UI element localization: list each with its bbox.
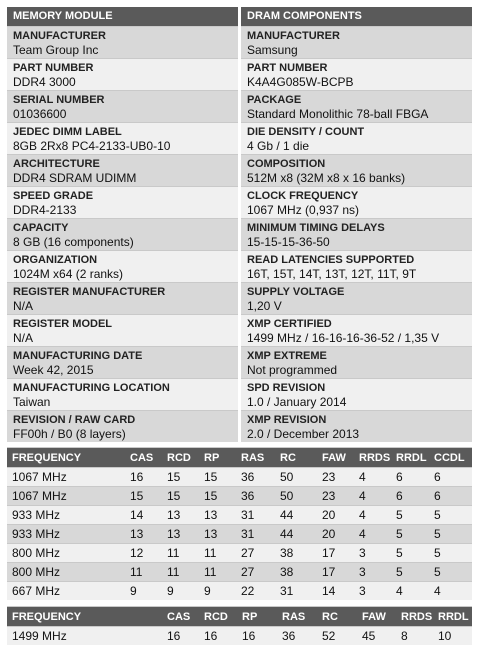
table-cell: 10 <box>433 627 472 646</box>
field-label: MANUFACTURER <box>247 30 340 42</box>
table-row <box>7 487 472 506</box>
field-value: DDR4 SDRAM UDIMM <box>13 171 137 185</box>
field-value: 2.0 / December 2013 <box>247 427 360 441</box>
table-cell: 16 <box>199 627 237 646</box>
field-label: COMPOSITION <box>247 158 326 170</box>
field-label: MANUFACTURING DATE <box>13 350 143 362</box>
table-cell: 17 <box>317 544 354 563</box>
table-row <box>7 563 472 582</box>
field-value: 4 Gb / 1 die <box>247 139 310 153</box>
table-cell: 4 <box>391 582 429 601</box>
table-cell: 16 <box>162 627 199 646</box>
spd-report <box>7 7 472 645</box>
field-value: 01036600 <box>13 107 67 121</box>
table-cell: 800 MHz <box>7 544 125 563</box>
table-cell: 44 <box>275 525 317 544</box>
table-cell: 1499 MHz <box>7 627 162 646</box>
table-cell: 14 <box>317 582 354 601</box>
field-value: 15-15-15-36-50 <box>247 235 330 249</box>
column-header-frequency: FREQUENCY <box>7 607 162 627</box>
field-value: 8 GB (16 components) <box>13 235 134 249</box>
column-header-faw: FAW <box>317 448 354 468</box>
column-header-rrdl: RRDL <box>433 607 472 627</box>
dram-xmp-revision-field <box>241 410 472 442</box>
field-label: SUPPLY VOLTAGE <box>247 286 345 298</box>
dram-supply-voltage-field <box>241 282 472 314</box>
jedec-timing-table <box>7 447 472 600</box>
table-cell: 22 <box>236 582 275 601</box>
table-cell: 1067 MHz <box>7 487 125 506</box>
module-manufacturer-field <box>7 26 238 58</box>
field-value: 1.0 / January 2014 <box>247 395 347 409</box>
table-cell: 4 <box>354 487 391 506</box>
table-cell: 15 <box>199 487 236 506</box>
field-value: DDR4-2133 <box>13 203 77 217</box>
table-cell: 38 <box>275 544 317 563</box>
field-label: REGISTER MODEL <box>13 318 113 330</box>
table-cell: 11 <box>162 544 199 563</box>
column-header-ras: RAS <box>277 607 317 627</box>
table-cell: 9 <box>125 582 162 601</box>
column-header-rp: RP <box>237 607 277 627</box>
column-header-rrdl: RRDL <box>391 448 429 468</box>
column-header-rcd: RCD <box>162 448 199 468</box>
table-cell: 6 <box>391 487 429 506</box>
column-header-rcd: RCD <box>199 607 237 627</box>
table-cell: 4 <box>429 582 472 601</box>
field-label: PART NUMBER <box>13 62 94 74</box>
table-cell: 23 <box>317 487 354 506</box>
table-cell: 45 <box>357 627 396 646</box>
field-value: 1024M x64 (2 ranks) <box>13 267 124 281</box>
table-cell: 15 <box>199 468 236 487</box>
table-cell: 5 <box>391 506 429 525</box>
table-row <box>7 525 472 544</box>
table-cell: 17 <box>317 563 354 582</box>
table-cell: 667 MHz <box>7 582 125 601</box>
table-cell: 9 <box>162 582 199 601</box>
table-cell: 6 <box>391 468 429 487</box>
table-cell: 3 <box>354 563 391 582</box>
table-cell: 5 <box>429 525 472 544</box>
field-label: JEDEC DIMM LABEL <box>13 126 122 138</box>
field-value: Not programmed <box>247 363 338 377</box>
column-header-faw: FAW <box>357 607 396 627</box>
dram-manufacturer-field <box>241 26 472 58</box>
memory-module-column <box>7 7 238 442</box>
column-header-cas: CAS <box>125 448 162 468</box>
table-cell: 5 <box>391 563 429 582</box>
field-label: CLOCK FREQUENCY <box>247 190 359 202</box>
table-cell: 15 <box>162 468 199 487</box>
table-cell: 5 <box>429 506 472 525</box>
module-manufacturing-location-field <box>7 378 238 410</box>
field-label: MANUFACTURING LOCATION <box>13 382 170 394</box>
module-architecture-field <box>7 154 238 186</box>
dram-clock-frequency-field <box>241 186 472 218</box>
table-cell: 4 <box>354 525 391 544</box>
module-jedec-dimm-label-field <box>7 122 238 154</box>
field-value: DDR4 3000 <box>13 75 76 89</box>
table-row <box>7 544 472 563</box>
field-label: DIE DENSITY / COUNT <box>247 126 365 138</box>
column-header-cas: CAS <box>162 607 199 627</box>
table-row <box>7 627 472 646</box>
memory-module-heading: MEMORY MODULE <box>7 7 238 26</box>
module-capacity-field <box>7 218 238 250</box>
table-cell: 50 <box>275 468 317 487</box>
module-register-manufacturer-field <box>7 282 238 314</box>
module-serial-number-field <box>7 90 238 122</box>
dram-components-column <box>241 7 472 442</box>
field-label: ARCHITECTURE <box>13 158 100 170</box>
table-cell: 14 <box>125 506 162 525</box>
field-label: XMP CERTIFIED <box>247 318 332 330</box>
table-cell: 50 <box>275 487 317 506</box>
table-cell: 20 <box>317 525 354 544</box>
table-cell: 13 <box>162 525 199 544</box>
table-cell: 38 <box>275 563 317 582</box>
table-cell: 44 <box>275 506 317 525</box>
field-label: XMP REVISION <box>247 414 327 426</box>
dram-spd-revision-field <box>241 378 472 410</box>
table-cell: 15 <box>162 487 199 506</box>
field-value: Standard Monolithic 78-ball FBGA <box>247 107 429 121</box>
field-value: 1067 MHz (0,937 ns) <box>247 203 360 217</box>
dram-components-heading: DRAM COMPONENTS <box>241 7 472 26</box>
column-header-rc: RC <box>275 448 317 468</box>
table-cell: 20 <box>317 506 354 525</box>
field-value: FF00h / B0 (8 layers) <box>13 427 126 441</box>
table-cell: 23 <box>317 468 354 487</box>
table-cell: 3 <box>354 544 391 563</box>
table-cell: 6 <box>429 487 472 506</box>
module-part-number-field <box>7 58 238 90</box>
field-label: ORGANIZATION <box>13 254 98 266</box>
field-label: CAPACITY <box>13 222 69 234</box>
module-manufacturing-date-field <box>7 346 238 378</box>
field-label: XMP EXTREME <box>247 350 327 362</box>
table-cell: 11 <box>162 563 199 582</box>
field-label: SPEED GRADE <box>13 190 94 202</box>
field-value: 1,20 V <box>247 299 282 313</box>
dram-xmp-extreme-field <box>241 346 472 378</box>
column-header-ccdl: CCDL <box>429 448 472 468</box>
field-label: PART NUMBER <box>247 62 328 74</box>
table-cell: 11 <box>125 563 162 582</box>
table-cell: 5 <box>429 563 472 582</box>
table-cell: 36 <box>236 468 275 487</box>
module-revision-raw-card-field <box>7 410 238 442</box>
field-value: 512M x8 (32M x8 x 16 banks) <box>247 171 406 185</box>
table-cell: 13 <box>199 525 236 544</box>
table-cell: 800 MHz <box>7 563 125 582</box>
table-cell: 31 <box>275 582 317 601</box>
field-label: MINIMUM TIMING DELAYS <box>247 222 385 234</box>
field-label: REGISTER MANUFACTURER <box>13 286 166 298</box>
table-cell: 13 <box>162 506 199 525</box>
table-cell: 52 <box>317 627 357 646</box>
table-cell: 933 MHz <box>7 506 125 525</box>
table-cell: 5 <box>391 525 429 544</box>
column-header-ras: RAS <box>236 448 275 468</box>
table-cell: 36 <box>277 627 317 646</box>
table-cell: 4 <box>354 468 391 487</box>
table-cell: 8 <box>396 627 433 646</box>
dram-read-latencies-supported-field <box>241 250 472 282</box>
field-value: Week 42, 2015 <box>13 363 94 377</box>
field-value: K4A4G085W-BCPB <box>247 75 354 89</box>
field-label: SERIAL NUMBER <box>13 94 105 106</box>
table-cell: 11 <box>199 544 236 563</box>
dram-composition-field <box>241 154 472 186</box>
column-header-rrds: RRDS <box>396 607 433 627</box>
field-value: Taiwan <box>13 395 51 409</box>
dram-die-density-count-field <box>241 122 472 154</box>
dram-package-field <box>241 90 472 122</box>
table-cell: 31 <box>236 506 275 525</box>
field-label: SPD REVISION <box>247 382 326 394</box>
table-cell: 13 <box>125 525 162 544</box>
column-header-rc: RC <box>317 607 357 627</box>
field-label: PACKAGE <box>247 94 302 106</box>
table-row <box>7 506 472 525</box>
module-speed-grade-field <box>7 186 238 218</box>
table-cell: 31 <box>236 525 275 544</box>
field-value: N/A <box>13 299 34 313</box>
dram-part-number-field <box>241 58 472 90</box>
table-cell: 933 MHz <box>7 525 125 544</box>
table-row <box>7 468 472 487</box>
module-register-model-field <box>7 314 238 346</box>
field-value: Samsung <box>247 43 298 57</box>
field-value: Team Group Inc <box>13 43 99 57</box>
column-header-rrds: RRDS <box>354 448 391 468</box>
spd-info-panel <box>7 7 472 442</box>
table-cell: 3 <box>354 582 391 601</box>
table-row <box>7 582 472 601</box>
field-value: N/A <box>13 331 34 345</box>
table-cell: 27 <box>236 563 275 582</box>
module-organization-field <box>7 250 238 282</box>
table-cell: 15 <box>125 487 162 506</box>
table-cell: 11 <box>199 563 236 582</box>
table-cell: 5 <box>391 544 429 563</box>
column-header-frequency: FREQUENCY <box>7 448 125 468</box>
table-cell: 16 <box>125 468 162 487</box>
table-cell: 9 <box>199 582 236 601</box>
table-cell: 16 <box>237 627 277 646</box>
table-cell: 13 <box>199 506 236 525</box>
xmp-timing-table <box>7 606 472 645</box>
field-label: MANUFACTURER <box>13 30 106 42</box>
field-label: READ LATENCIES SUPPORTED <box>247 254 415 266</box>
field-label: REVISION / RAW CARD <box>13 414 136 426</box>
table-cell: 1067 MHz <box>7 468 125 487</box>
table-cell: 12 <box>125 544 162 563</box>
field-value: 16T, 15T, 14T, 13T, 12T, 11T, 9T <box>247 267 417 281</box>
column-header-rp: RP <box>199 448 236 468</box>
table-cell: 4 <box>354 506 391 525</box>
dram-minimum-timing-delays-field <box>241 218 472 250</box>
table-cell: 27 <box>236 544 275 563</box>
field-value: 1499 MHz / 16-16-16-36-52 / 1,35 V <box>247 331 440 345</box>
table-cell: 36 <box>236 487 275 506</box>
table-cell: 5 <box>429 544 472 563</box>
dram-xmp-certified-field <box>241 314 472 346</box>
table-cell: 6 <box>429 468 472 487</box>
field-value: 8GB 2Rx8 PC4-2133-UB0-10 <box>13 139 171 153</box>
